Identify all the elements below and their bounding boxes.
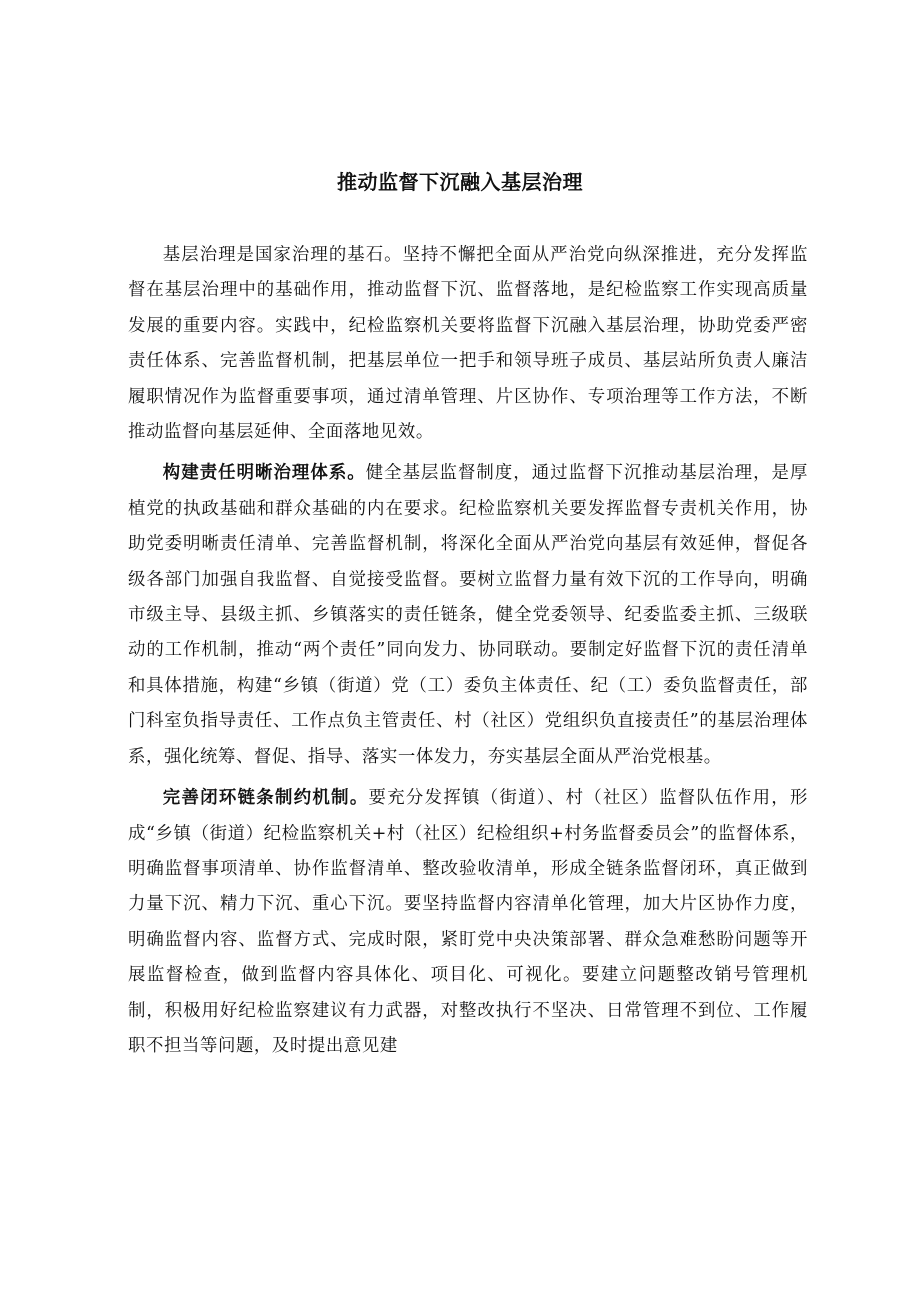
- document-body: [128, 238, 808, 1070]
- paragraph-text: 基层治理是国家治理的基石。坚持不懈把全面从严治党向纵深推进，充分发挥监督在基层治理中的基础作用，推动监督下沉、监督落地，是纪检监察工作实现高质量发展的重要内容。实践中，纪检监察机关要将监督下沉融入基层治理，协助党委严密责任体系、完善监督机制，把基层单位一把手和领导班子成员、基层站所负责人廉洁履职情况作为监督重要事项，通过清单管理、片区协作、专项治理等工作方法，不断推动监督向基层延伸、全面落地见效。: [128, 245, 808, 443]
- document-title: 推动监督下沉融入基层治理: [337, 170, 583, 194]
- paragraph-closed-loop-mechanism: [128, 781, 808, 1064]
- paragraph-text: 要充分发挥镇（街道）、村（社区）监督队伍作用，形成“乡镇（街道）纪检监察机关+村（社区）纪检组织+村务监督委员会”的监督体系，明确监督事项清单、协作监督清单、整改验收清单，形成全链条监督闭环，真正做到力量下沉、精力下沉、重心下沉。要坚持监督内容清单化管理，加大片区协作力度，明确监督内容、监督方式、完成时限，紧盯党中央决策部署、群众急难愁盼问题等开展监督检查，做到监督内容具体化、项目化、可视化。要建立问题整改销号管理机制，积极用好纪检监察建议有力武器，对整改执行不坚决、日常管理不到位、工作履职不担当等问题，及时提出意见建: [128, 788, 808, 1056]
- paragraph-responsibility-system: [128, 456, 808, 775]
- paragraph-lead: 完善闭环链条制约机制。: [162, 788, 369, 809]
- paragraph-intro: [128, 238, 808, 450]
- paragraph-lead: 构建责任明晰治理体系。: [162, 463, 366, 484]
- paragraph-text: 健全基层监督制度，通过监督下沉推动基层治理，是厚植党的执政基础和群众基础的内在要求。纪检监察机关要发挥监督专责机关作用，协助党委明晰责任清单、完善监督机制，将深化全面从严治党向基层有效延伸，督促各级各部门加强自我监督、自觉接受监督。要树立监督力量有效下沉的工作导向，明确市级主导、县级主抓、乡镇落实的责任链条，健全党委领导、纪委监委主抓、三级联动的工作机制，推动“两个责任”同向发力、协同联动。要制定好监督下沉的责任清单和具体措施，构建“乡镇（街道）党（工）委负主体责任、纪（工）委负监督责任，部门科室负指导责任、工作点负主管责任、村（社区）党组织负直接责任”的基层治理体系，强化统筹、督促、指导、落实一体发力，夯实基层全面从严治党根基。: [128, 463, 808, 767]
